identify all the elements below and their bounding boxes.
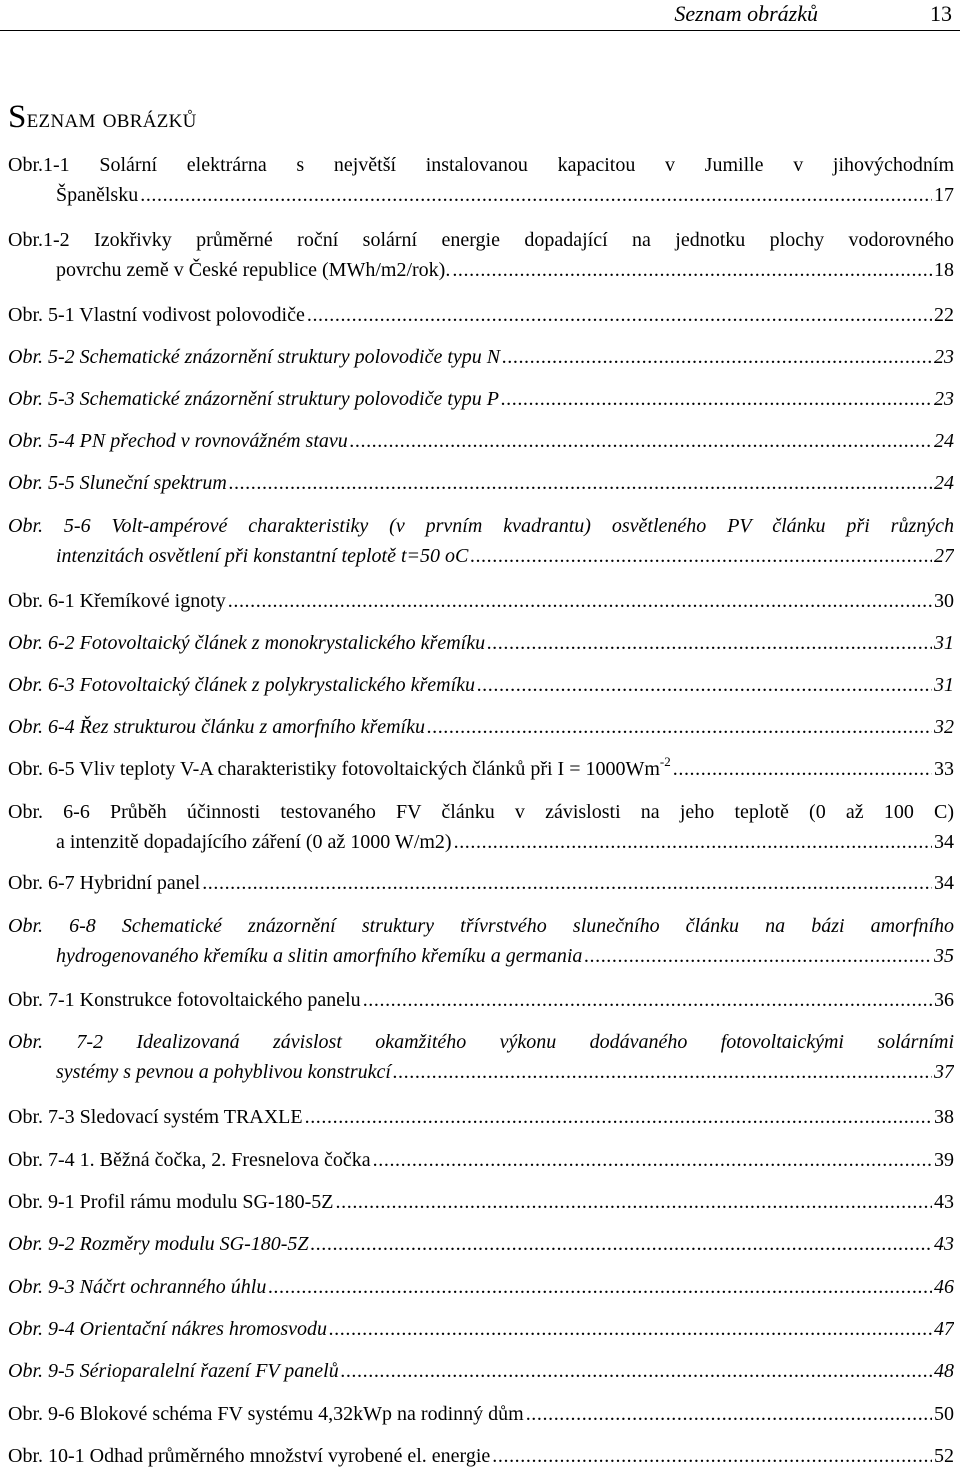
dot-leader <box>311 1229 932 1259</box>
entry-title <box>8 1356 339 1386</box>
entry-page-number: 23 <box>934 346 954 368</box>
entry-last-line <box>8 586 954 616</box>
entry-title <box>8 342 500 372</box>
entry-title <box>8 1187 334 1217</box>
dot-leader <box>329 1314 932 1344</box>
entry-title-text: Obr. 10-1 Odhad průměrného množství vyrobené el. energie <box>8 1445 491 1467</box>
entry-title-text: povrchu země v České republice (MWh/m2/rok). <box>56 259 451 281</box>
figure-entry[interactable] <box>8 1441 954 1471</box>
entry-page-number: 37 <box>934 1061 954 1083</box>
entry-first-line: Obr. 6-6 Průběh účinnosti testovaného FV článku v závislosti na jeho teplotě (0 až 100 C) <box>8 801 954 823</box>
entry-last-line <box>8 754 954 784</box>
dot-leader <box>307 300 932 330</box>
entry-page-number: 23 <box>934 388 954 410</box>
dot-leader <box>454 827 932 857</box>
entry-page-number: 33 <box>934 758 954 780</box>
entry-last-line <box>8 1145 954 1175</box>
dot-leader <box>492 1441 932 1471</box>
figure-entry[interactable] <box>8 868 954 898</box>
entry-page-number: 22 <box>934 304 954 326</box>
entry-title-text: Španělsku <box>56 184 139 206</box>
entry-page-number: 27 <box>934 545 954 567</box>
entry-page-number: 46 <box>934 1276 954 1298</box>
entry-title-text: Obr. 6-3 Fotovoltaický článek z polykrystalického křemíku <box>8 674 476 696</box>
figure-entry[interactable] <box>8 1272 954 1302</box>
figure-entry[interactable] <box>8 468 954 498</box>
dot-leader <box>501 384 932 414</box>
dot-leader <box>673 754 932 784</box>
entry-title <box>56 827 452 857</box>
entry-title <box>8 670 475 700</box>
figure-entry[interactable] <box>8 384 954 414</box>
figure-entry[interactable] <box>8 511 954 571</box>
dot-leader <box>452 255 932 285</box>
heading-initial: S <box>8 99 27 135</box>
entry-title <box>8 868 200 898</box>
page-heading <box>8 100 197 135</box>
entry-page-number: 39 <box>934 1149 954 1171</box>
entry-page-number: 32 <box>934 716 954 738</box>
entry-last-line <box>8 712 954 742</box>
entry-page-number: 30 <box>934 590 954 612</box>
header-title: Seznam obrázků <box>674 1 818 26</box>
dot-leader <box>487 628 932 658</box>
entry-title <box>56 180 138 210</box>
figure-entry[interactable] <box>8 1356 954 1386</box>
entry-superscript: -2 <box>659 754 671 769</box>
dot-leader <box>228 586 932 616</box>
entry-last-line <box>8 1272 954 1302</box>
dot-leader <box>427 712 932 742</box>
dot-leader <box>470 541 932 571</box>
entry-last-line <box>8 541 954 571</box>
entry-title-text: Obr. 5-4 PN přechod v rovnovážném stavu <box>8 430 348 452</box>
entry-title <box>56 941 582 971</box>
figure-entry[interactable] <box>8 797 954 857</box>
figure-entry[interactable] <box>8 1187 954 1217</box>
entry-last-line <box>8 255 954 285</box>
entry-page-number: 24 <box>934 472 954 494</box>
entry-page-number: 50 <box>934 1403 954 1425</box>
entry-last-line <box>8 384 954 414</box>
figure-entry[interactable] <box>8 1314 954 1344</box>
figure-entry[interactable] <box>8 1102 954 1132</box>
entry-title <box>8 468 227 498</box>
heading-rest: eznam obrázků <box>26 103 197 133</box>
entry-last-line <box>8 628 954 658</box>
entry-last-line <box>8 1229 954 1259</box>
entry-title-text: Obr. 5-2 Schematické znázornění struktury polovodiče typu N <box>8 346 501 368</box>
entry-title-text: Obr. 9-1 Profil rámu modulu SG-180-5Z <box>8 1191 334 1213</box>
dot-leader <box>305 1102 932 1132</box>
entry-page-number: 24 <box>934 430 954 452</box>
entry-title-text: Obr. 6-4 Řez strukturou článku z amorfního křemíku <box>8 716 425 738</box>
dot-leader <box>268 1272 932 1302</box>
header-page-number: 13 <box>930 1 952 26</box>
entry-page-number: 43 <box>934 1233 954 1255</box>
entry-title <box>8 628 485 658</box>
entry-title-text: Obr. 6-1 Křemíkové ignoty <box>8 590 226 612</box>
dot-leader <box>373 1145 932 1175</box>
entry-title <box>8 426 348 456</box>
figure-entry[interactable] <box>8 1145 954 1175</box>
entry-title <box>8 384 499 414</box>
entry-title-text: hydrogenovaného křemíku a slitin amorfního křemíku a germania <box>56 945 583 967</box>
dot-leader <box>336 1187 932 1217</box>
entry-last-line <box>8 670 954 700</box>
dot-leader <box>584 941 932 971</box>
entry-title-text: Obr. 7-4 1. Běžná čočka, 2. Fresnelova čočka <box>8 1149 371 1171</box>
entry-page-number: 52 <box>934 1445 954 1467</box>
entry-last-line <box>8 1187 954 1217</box>
entry-title-text: Obr. 9-4 Orientační nákres hromosvodu <box>8 1318 328 1340</box>
entry-title-text: Obr. 5-5 Sluneční spektrum <box>8 472 227 494</box>
entry-title-text: intenzitách osvětlení při konstantní teplotě t=50 oC <box>56 545 469 567</box>
figure-entry[interactable] <box>8 300 954 330</box>
running-header <box>0 0 960 31</box>
entry-title-text: Obr. 7-3 Sledovací systém TRAXLE <box>8 1106 303 1128</box>
entry-title-text: Obr. 9-6 Blokové schéma FV systému 4,32kWp na rodinný dům <box>8 1403 524 1425</box>
figure-entry[interactable] <box>8 911 954 971</box>
entry-first-line: Obr. 5-6 Volt-ampérové charakteristiky (v prvním kvadrantu) osvětleného PV článku při různých <box>8 515 954 537</box>
entry-title-text: Obr. 6-7 Hybridní panel <box>8 872 201 894</box>
entry-title <box>8 1314 327 1344</box>
entry-last-line <box>8 1441 954 1471</box>
entry-title <box>8 1102 303 1132</box>
entry-last-line <box>8 1399 954 1429</box>
entry-page-number: 18 <box>934 259 954 281</box>
entry-title-text: Obr. 9-5 Sérioparalelní řazení FV panelů <box>8 1360 339 1382</box>
figure-entry[interactable] <box>8 426 954 456</box>
entry-last-line <box>8 1102 954 1132</box>
figure-entry[interactable] <box>8 628 954 658</box>
entry-title-text: Obr. 5-1 Vlastní vodivost polovodiče <box>8 304 305 326</box>
entry-title-text: Obr. 9-3 Náčrt ochranného úhlu <box>8 1276 267 1298</box>
entry-last-line <box>8 827 954 857</box>
entry-title <box>8 712 425 742</box>
entry-title <box>8 1229 309 1259</box>
dot-leader <box>502 342 932 372</box>
entry-last-line <box>8 868 954 898</box>
entry-page-number: 47 <box>934 1318 954 1340</box>
dot-leader <box>202 868 932 898</box>
entry-title-text: Obr. 6-5 Vliv teploty V-A charakteristiky fotovoltaických článků při I = 1000Wm <box>8 758 660 780</box>
entry-page-number: 38 <box>934 1106 954 1128</box>
entry-title-text: Obr. 9-2 Rozměry modulu SG-180-5Z <box>8 1233 309 1255</box>
entry-title <box>8 1272 266 1302</box>
entry-title-text: Obr. 6-2 Fotovoltaický článek z monokrystalického křemíku <box>8 632 486 654</box>
entry-title <box>8 754 671 784</box>
entry-last-line <box>8 468 954 498</box>
entry-title <box>56 255 450 285</box>
dot-leader <box>229 468 932 498</box>
entry-last-line <box>8 426 954 456</box>
entry-page-number: 48 <box>934 1360 954 1382</box>
entry-last-line <box>8 342 954 372</box>
figure-entry[interactable] <box>8 754 954 784</box>
entry-title <box>8 985 361 1015</box>
entry-last-line <box>8 1314 954 1344</box>
figure-entry[interactable] <box>8 225 954 285</box>
entry-title <box>56 541 468 571</box>
dot-leader <box>477 670 932 700</box>
entry-last-line <box>8 1356 954 1386</box>
entry-title-text: systémy s pevnou a pohyblivou konstrukcí <box>56 1061 391 1083</box>
entry-title <box>8 586 226 616</box>
entry-page-number: 35 <box>934 945 954 967</box>
entry-page-number: 31 <box>934 632 954 654</box>
entry-title <box>8 1145 371 1175</box>
figure-entry[interactable] <box>8 985 954 1015</box>
entry-first-line: Obr. 7-2 Idealizovaná závislost okamžitého výkonu dodávaného fotovoltaickými solárními <box>8 1031 954 1053</box>
dot-leader <box>393 1057 932 1087</box>
figure-entry[interactable] <box>8 1027 954 1087</box>
dot-leader <box>140 180 932 210</box>
figure-entry[interactable] <box>8 342 954 372</box>
entry-first-line: Obr.1-1 Solární elektrárna s největší instalovanou kapacitou v Jumille v jihovýchodním <box>8 154 954 176</box>
entry-page-number: 34 <box>934 872 954 894</box>
dot-leader <box>363 985 932 1015</box>
entry-title-text: a intenzitě dopadajícího záření (0 až 1000 W/m2) <box>56 831 452 853</box>
entry-title <box>8 1399 524 1429</box>
figure-entry[interactable] <box>8 712 954 742</box>
entry-last-line <box>8 180 954 210</box>
entry-page-number: 36 <box>934 989 954 1011</box>
figure-entry[interactable] <box>8 150 954 210</box>
figure-entry[interactable] <box>8 1399 954 1429</box>
entry-title-text: Obr. 7-1 Konstrukce fotovoltaického panelu <box>8 989 361 1011</box>
figure-entry[interactable] <box>8 586 954 616</box>
dot-leader <box>341 1356 932 1386</box>
figure-entry[interactable] <box>8 1229 954 1259</box>
entry-last-line <box>8 300 954 330</box>
dot-leader <box>350 426 932 456</box>
entry-title <box>8 300 305 330</box>
entry-last-line <box>8 985 954 1015</box>
entry-title-text: Obr. 5-3 Schematické znázornění struktury polovodiče typu P <box>8 388 500 410</box>
entry-page-number: 17 <box>934 184 954 206</box>
entry-title <box>8 1441 490 1471</box>
entry-last-line <box>8 1057 954 1087</box>
entry-last-line <box>8 941 954 971</box>
dot-leader <box>526 1399 932 1429</box>
entry-first-line: Obr. 6-8 Schematické znázornění struktury třívrstvého slunečního článku na bázi amorfního <box>8 915 954 937</box>
entry-page-number: 43 <box>934 1191 954 1213</box>
entry-page-number: 34 <box>934 831 954 853</box>
entry-title <box>56 1057 391 1087</box>
entry-first-line: Obr.1-2 Izokřivky průměrné roční solární energie dopadající na jednotku plochy vodorovného <box>8 229 954 251</box>
entry-page-number: 31 <box>934 674 954 696</box>
figure-entry[interactable] <box>8 670 954 700</box>
